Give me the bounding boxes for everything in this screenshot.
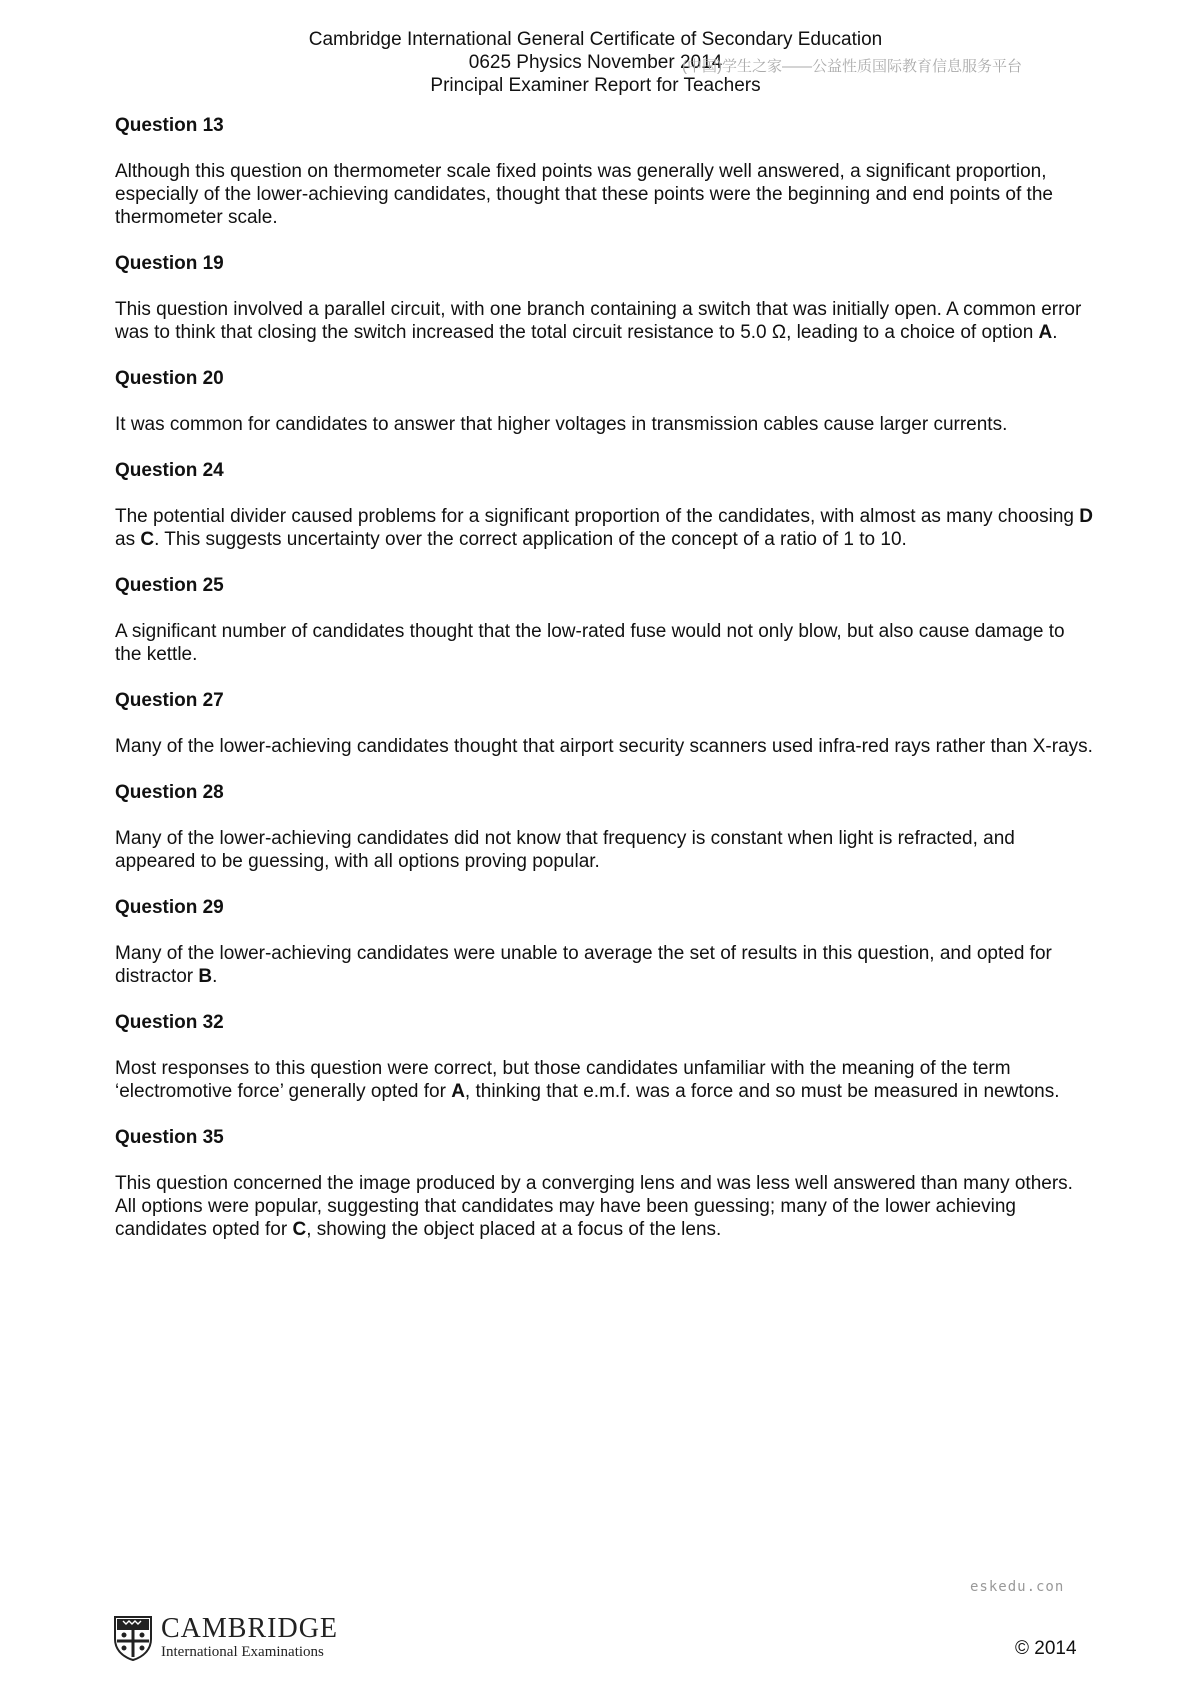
question-27-section — [115, 689, 1095, 758]
question-title: Question 19 — [115, 253, 224, 274]
question-body: Although this question on thermometer scale fixed points was generally well answered, a significant proportion, especially of the lower-achieving candidates, thought that these points were the beginning and end points of the thermometer scale. — [115, 161, 1053, 228]
question-19-section — [115, 252, 1095, 344]
question-body: Many of the lower-achieving candidates did not know that frequency is constant when light is refracted, and appeared to be guessing, with all options proving popular. — [115, 828, 1015, 872]
question-body: It was common for candidates to answer that higher voltages in transmission cables cause larger currents. — [115, 414, 1008, 435]
question-title: Question 29 — [115, 897, 224, 918]
question-35-section — [115, 1126, 1095, 1241]
report-content — [115, 114, 1095, 1264]
question-29-section — [115, 896, 1095, 988]
question-body — [115, 298, 1095, 344]
question-body — [115, 1057, 1095, 1103]
question-20-section — [115, 367, 1095, 436]
body-text: This question concerned the image produced by a converging lens and was less well answered than many others. All options were popular, suggesting that candidates may have been guessing; many of the lower achieving candidates opted for — [115, 1173, 1073, 1240]
question-13-section — [115, 114, 1095, 229]
option-letter: C — [140, 529, 155, 550]
option-letter: D — [1079, 506, 1093, 527]
question-title: Question 35 — [115, 1127, 224, 1148]
option-letter: B — [198, 966, 213, 987]
logo-subtitle: International Examinations — [161, 1644, 324, 1660]
question-body: A significant number of candidates thought that the low-rated fuse would not only blow, but also cause damage to the kettle. — [115, 621, 1065, 665]
question-25-section — [115, 574, 1095, 666]
body-text: Many of the lower-achieving candidates were unable to average the set of results in this question, and opted for distractor — [115, 943, 1052, 987]
body-text: , thinking that e.m.f. was a force and so must be measured in newtons. — [464, 1081, 1060, 1102]
body-text: as — [115, 529, 141, 550]
watermark-top: (中国)学生之家——公益性质国际教育信息服务平台 — [682, 58, 1022, 75]
body-text: . This suggests uncertainty over the correct application of the concept of a ratio of 1 to 10. — [154, 529, 907, 550]
question-title: Question 13 — [115, 115, 224, 136]
header-line-2: 0625 Physics November 2014 — [468, 52, 723, 73]
question-body: Many of the lower-achieving candidates thought that airport security scanners used infra-red rays rather than X-rays. — [115, 736, 1093, 757]
logo-name: CAMBRIDGE — [161, 1613, 339, 1644]
question-title: Question 24 — [115, 460, 224, 481]
body-text: The potential divider caused problems for a significant proportion of the candidates, with almost as many choosing — [115, 506, 1080, 527]
logo-wordmark — [161, 1615, 338, 1661]
copyright: © 2014 — [1015, 1638, 1077, 1659]
question-title: Question 27 — [115, 690, 224, 711]
cambridge-shield-icon — [113, 1615, 153, 1661]
option-letter: A — [1038, 322, 1053, 343]
question-body — [115, 942, 1095, 988]
header-line-3: Principal Examiner Report for Teachers — [430, 75, 761, 96]
watermark-bottom: eskedu.con — [970, 1579, 1065, 1595]
question-body — [115, 1172, 1095, 1241]
question-28-section — [115, 781, 1095, 873]
body-text: . — [1052, 322, 1058, 343]
body-text: Most responses to this question were correct, but those candidates unfamiliar with the meaning of the term ‘electromotive force’ generally opted for — [115, 1058, 1011, 1102]
option-letter: A — [451, 1081, 465, 1102]
question-title: Question 25 — [115, 575, 224, 596]
body-text: , showing the object placed at a focus of the lens. — [306, 1219, 722, 1240]
body-text: This question involved a parallel circuit, with one branch containing a switch that was initially open. A common error was to think that closing the switch increased the total circuit resistance to 5.0 Ω, leading to a choice of option — [115, 299, 1082, 343]
option-letter: C — [292, 1219, 307, 1240]
header-line-1: Cambridge International General Certificate of Secondary Education — [308, 29, 883, 50]
body-text: . — [212, 966, 218, 987]
question-32-section — [115, 1011, 1095, 1103]
question-title: Question 28 — [115, 782, 224, 803]
question-title: Question 20 — [115, 368, 224, 389]
question-24-section — [115, 459, 1095, 551]
question-body — [115, 505, 1095, 551]
question-title: Question 32 — [115, 1012, 224, 1033]
cambridge-logo — [113, 1614, 338, 1662]
